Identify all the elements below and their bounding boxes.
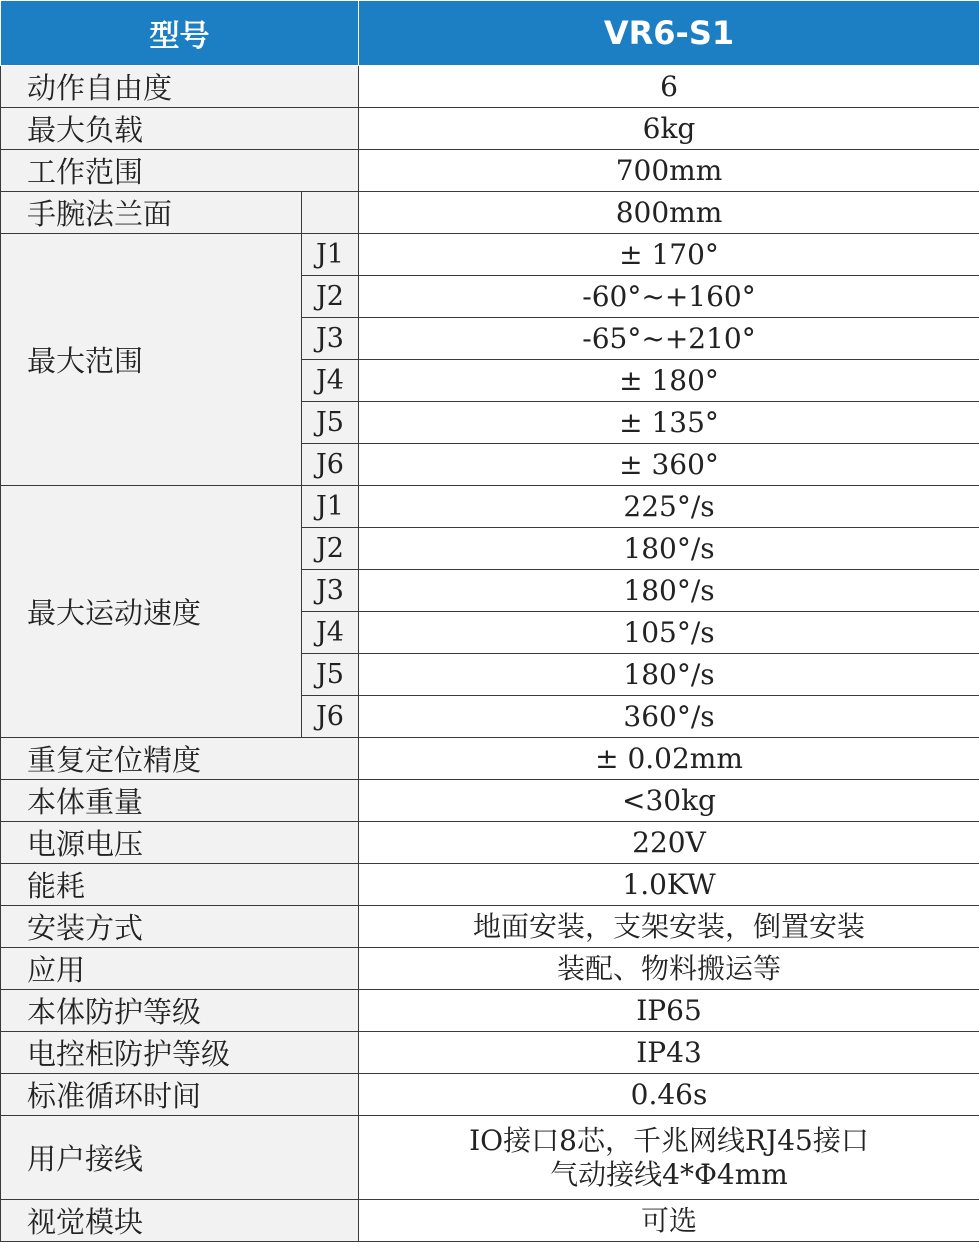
joint-label: J5 (302, 654, 359, 696)
joint-value: ± 360° (359, 444, 979, 486)
model-label: 型号 (1, 1, 359, 66)
row-value-working-range: 700mm (359, 150, 979, 192)
joint-label: J2 (302, 528, 359, 570)
joint-label: J1 (302, 486, 359, 528)
joint-label: J6 (302, 696, 359, 738)
joint-value: ± 170° (359, 234, 979, 276)
table-row (1, 1074, 979, 1116)
row-value-mounting: 地面安装，支架安装，倒置安装 (359, 906, 979, 948)
joint-value: 180°/s (359, 654, 979, 696)
row-value-body-protection: IP65 (359, 990, 979, 1032)
table-row (1, 738, 979, 780)
table-row (1, 780, 979, 822)
row-label-working-range: 工作范围 (1, 150, 359, 192)
user-wiring-line-2: 气动接线4*Φ4mm (550, 1157, 788, 1191)
table-row (1, 234, 979, 276)
joint-label: J3 (302, 570, 359, 612)
table-row (1, 486, 979, 528)
row-label-repeatability: 重复定位精度 (1, 738, 359, 780)
row-value-power-voltage: 220V (359, 822, 979, 864)
joint-value: 225°/s (359, 486, 979, 528)
row-value-cycle-time: 0.46s (359, 1074, 979, 1116)
row-label-body-protection: 本体防护等级 (1, 990, 359, 1032)
joint-value: ± 135° (359, 402, 979, 444)
joint-label: J6 (302, 444, 359, 486)
table-row (1, 1200, 979, 1242)
joint-value: 105°/s (359, 612, 979, 654)
table-header-row (1, 1, 979, 66)
model-value: VR6-S1 (359, 1, 979, 66)
joint-label: J4 (302, 612, 359, 654)
joint-label: J4 (302, 360, 359, 402)
table-row (1, 66, 979, 108)
row-label-user-wiring: 用户接线 (1, 1116, 359, 1200)
table-row (1, 108, 979, 150)
table-row (1, 1032, 979, 1074)
table-row (1, 150, 979, 192)
empty-cell (302, 192, 359, 234)
row-value-cabinet-protection: IP43 (359, 1032, 979, 1074)
row-value-payload: 6kg (359, 108, 979, 150)
row-label-payload: 最大负载 (1, 108, 359, 150)
table-row (1, 864, 979, 906)
row-value-body-weight: <30kg (359, 780, 979, 822)
joint-label: J5 (302, 402, 359, 444)
row-label-power-voltage: 电源电压 (1, 822, 359, 864)
row-label-application: 应用 (1, 948, 359, 990)
row-label-max-speed: 最大运动速度 (1, 486, 302, 738)
row-value-user-wiring (359, 1116, 979, 1200)
joint-value: -60°~+160° (359, 276, 979, 318)
joint-value: 180°/s (359, 570, 979, 612)
row-label-mounting: 安装方式 (1, 906, 359, 948)
joint-label: J1 (302, 234, 359, 276)
row-value-repeatability: ± 0.02mm (359, 738, 979, 780)
row-label-body-weight: 本体重量 (1, 780, 359, 822)
row-label-cabinet-protection: 电控柜防护等级 (1, 1032, 359, 1074)
row-value-power-consumption: 1.0KW (359, 864, 979, 906)
row-label-max-range: 最大范围 (1, 234, 302, 486)
row-value-application: 装配、物料搬运等 (359, 948, 979, 990)
row-value-wrist-flange: 800mm (359, 192, 979, 234)
joint-label: J2 (302, 276, 359, 318)
joint-value: -65°~+210° (359, 318, 979, 360)
table-row (1, 822, 979, 864)
row-label-vision-module: 视觉模块 (1, 1200, 359, 1242)
table-row (1, 948, 979, 990)
user-wiring-line-1: IO接口8芯，千兆网线RJ45接口 (469, 1123, 869, 1157)
row-value-vision-module: 可选 (359, 1200, 979, 1242)
row-label-cycle-time: 标准循环时间 (1, 1074, 359, 1116)
row-label-dof: 动作自由度 (1, 66, 359, 108)
table-row (1, 990, 979, 1032)
joint-label: J3 (302, 318, 359, 360)
table-row (1, 906, 979, 948)
table-row (1, 1116, 979, 1200)
joint-value: 360°/s (359, 696, 979, 738)
table-row (1, 192, 979, 234)
joint-value: 180°/s (359, 528, 979, 570)
joint-value: ± 180° (359, 360, 979, 402)
row-label-power-consumption: 能耗 (1, 864, 359, 906)
row-label-wrist-flange: 手腕法兰面 (1, 192, 302, 234)
row-value-dof: 6 (359, 66, 979, 108)
